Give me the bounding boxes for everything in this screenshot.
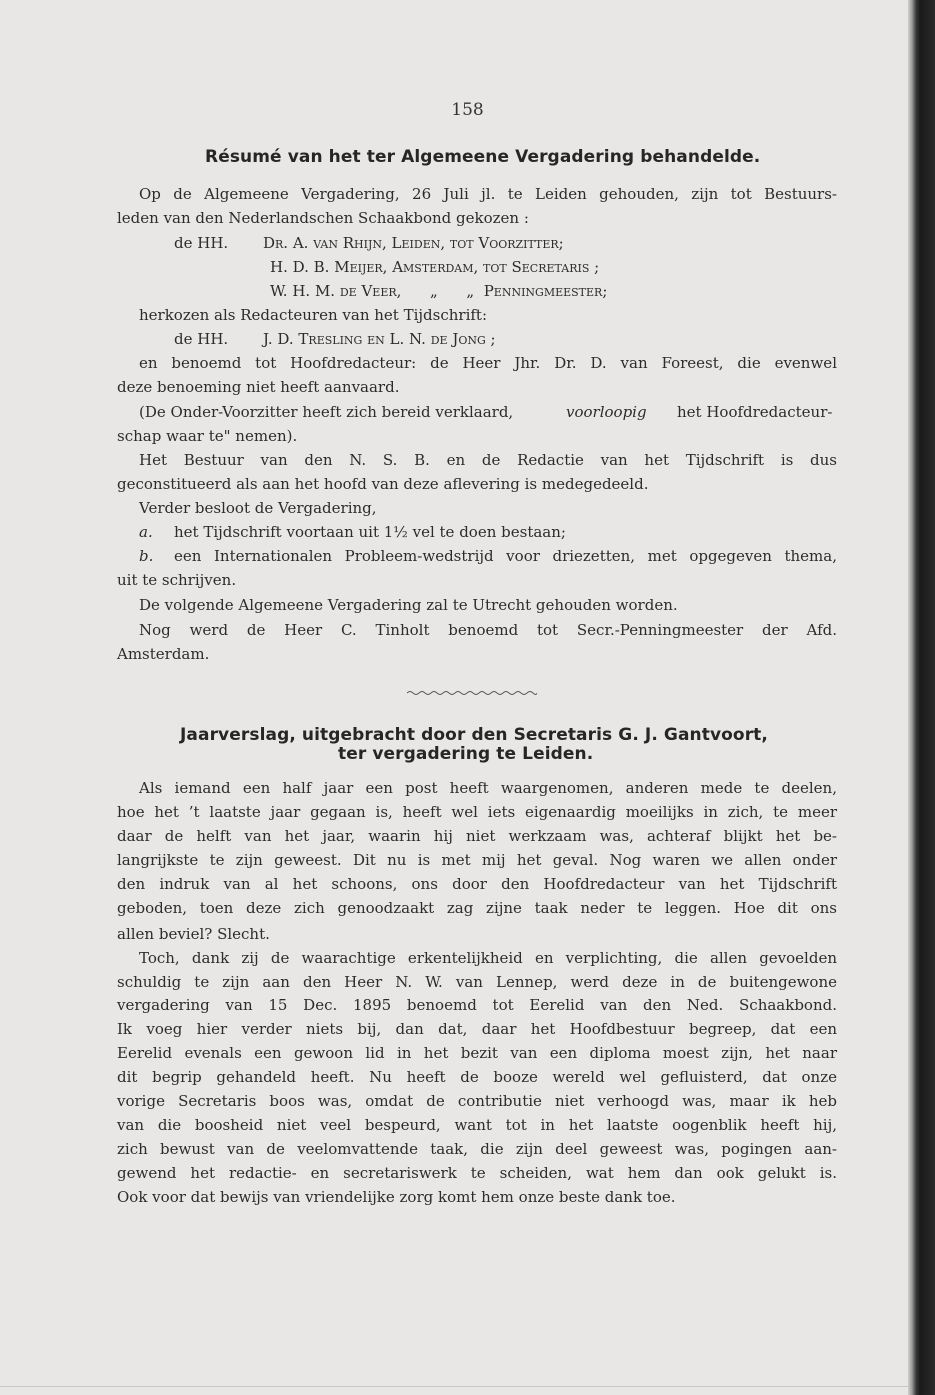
text-line: Verder besloot de Vergadering, xyxy=(139,499,377,517)
text-line: Het Bestuur van den N. S. B. en de Redactie van het Tijdschrift is dus xyxy=(139,451,837,469)
text-line: W. H. M. de Veer, „ „ Penningmeester; xyxy=(270,282,608,300)
text-line: allen beviel? Slecht. xyxy=(117,925,270,943)
text-line: Toch, dank zij de waarachtige erkentelijkheid en verplichting, die allen gevoelden xyxy=(139,949,837,967)
list-marker: b. xyxy=(139,547,154,565)
text-line-italic: voorloopig xyxy=(566,403,647,421)
text-line: vergadering van 15 Dec. 1895 benoemd tot Eerelid van den Ned. Schaakbond. xyxy=(117,996,837,1014)
text-line: de HH. xyxy=(174,330,229,348)
text-line: De volgende Algemeene Vergadering zal te Utrecht gehouden worden. xyxy=(139,596,678,614)
page-bottom-edge xyxy=(0,1386,908,1387)
section-title-jaarverslag-line2: ter vergadering te Leiden. xyxy=(338,744,594,764)
text-line: H. D. B. Meijer, Amsterdam, tot Secretaris ; xyxy=(270,258,600,276)
text-line: hoe het ’t laatste jaar gegaan is, heeft wel iets eigenaardig moeilijks in zich, te meer xyxy=(117,803,837,821)
text-line: gewend het redactie- en secretariswerk te scheiden, wat hem dan ook gelukt is. xyxy=(117,1164,837,1182)
text-line: schuldig te zijn aan den Heer N. W. van Lennep, werd deze in de buitengewone xyxy=(117,973,837,991)
scan-dark-edge xyxy=(908,0,935,1395)
text-line: den indruk van al het schoons, ons door den Hoofdredacteur van het Tijdschrift xyxy=(117,875,837,893)
list-marker: a. xyxy=(139,523,153,541)
text-line: een Internationalen Probleem-wedstrijd voor driezetten, met opgegeven thema, xyxy=(174,547,837,565)
text-line: Amsterdam. xyxy=(117,645,210,663)
text-line: Ook voor dat bewijs van vriendelijke zorg komt hem onze beste dank toe. xyxy=(117,1188,676,1206)
text-line: uit te schrijven. xyxy=(117,571,237,589)
text-line: Nog werd de Heer C. Tinholt benoemd tot Secr.-Penningmeester der Afd. xyxy=(139,621,837,639)
text-line: van die boosheid niet veel bespeurd, want tot in het laatste oogenblik heeft hij, xyxy=(117,1116,837,1134)
text-line: geboden, toen deze zich genoodzaakt zag zijne taak neder te leggen. Hoe dit ons xyxy=(117,899,837,917)
text-line: Op de Algemeene Vergadering, 26 Juli jl. te Leiden gehouden, zijn tot Bestuurs- xyxy=(139,185,837,203)
text-line: leden van den Nederlandschen Schaakbond gekozen : xyxy=(117,209,529,227)
text-line: Als iemand een half jaar een post heeft waargenomen, anderen mede te deelen, xyxy=(139,779,837,797)
text-line: dit begrip gehandeld heeft. Nu heeft de booze wereld wel gefluisterd, dat onze xyxy=(117,1068,837,1086)
text-line: het Tijdschrift voortaan uit 1½ vel te doen bestaan; xyxy=(174,523,566,541)
text-line: zich bewust van de veelomvattende taak, die zijn deel geweest was, pogingen aan- xyxy=(117,1140,837,1158)
section-title-jaarverslag: Jaarverslag, uitgebracht door den Secretaris G. J. Gantvoort, xyxy=(180,725,768,745)
text-line: geconstitueerd als aan het hoofd van deze aflevering is medegedeeld. xyxy=(117,475,649,493)
text-line: Dr. A. van Rhijn, Leiden, tot Voorzitter; xyxy=(263,234,564,252)
section-title-resume: Résumé van het ter Algemeene Vergadering behandelde. xyxy=(205,147,761,167)
text-line: daar de helft van het jaar, waarin hij niet werkzaam was, achteraf blijkt het be- xyxy=(117,827,837,845)
text-line: J. D. Tresling en L. N. de Jong ; xyxy=(263,330,496,348)
text-line: deze benoeming niet heeft aanvaard. xyxy=(117,378,400,396)
page-number: 158 xyxy=(451,100,484,120)
text-line: (De Onder-Voorzitter heeft zich bereid verklaard, xyxy=(139,403,514,421)
text-line: het Hoofdredacteur- xyxy=(677,403,833,421)
text-line: langrijkste te zijn geweest. Dit nu is met mij het geval. Nog waren we allen onder xyxy=(117,851,837,869)
text-line: Ik voeg hier verder niets bij, dan dat, daar het Hoofdbestuur begreep, dat een xyxy=(117,1020,837,1038)
text-line: de HH. xyxy=(174,234,229,252)
text-line: herkozen als Redacteuren van het Tijdschrift: xyxy=(139,306,487,324)
text-line: en benoemd tot Hoofdredacteur: de Heer Jhr. Dr. D. van Foreest, die evenwel xyxy=(139,354,837,372)
wavy-separator xyxy=(407,690,537,696)
text-line: vorige Secretaris boos was, omdat de contributie niet verhoogd was, maar ik heb xyxy=(117,1092,837,1110)
text-line: Eerelid evenals een gewoon lid in het bezit van een diploma moest zijn, het naar xyxy=(117,1044,837,1062)
text-line: schap waar te" nemen). xyxy=(117,427,298,445)
